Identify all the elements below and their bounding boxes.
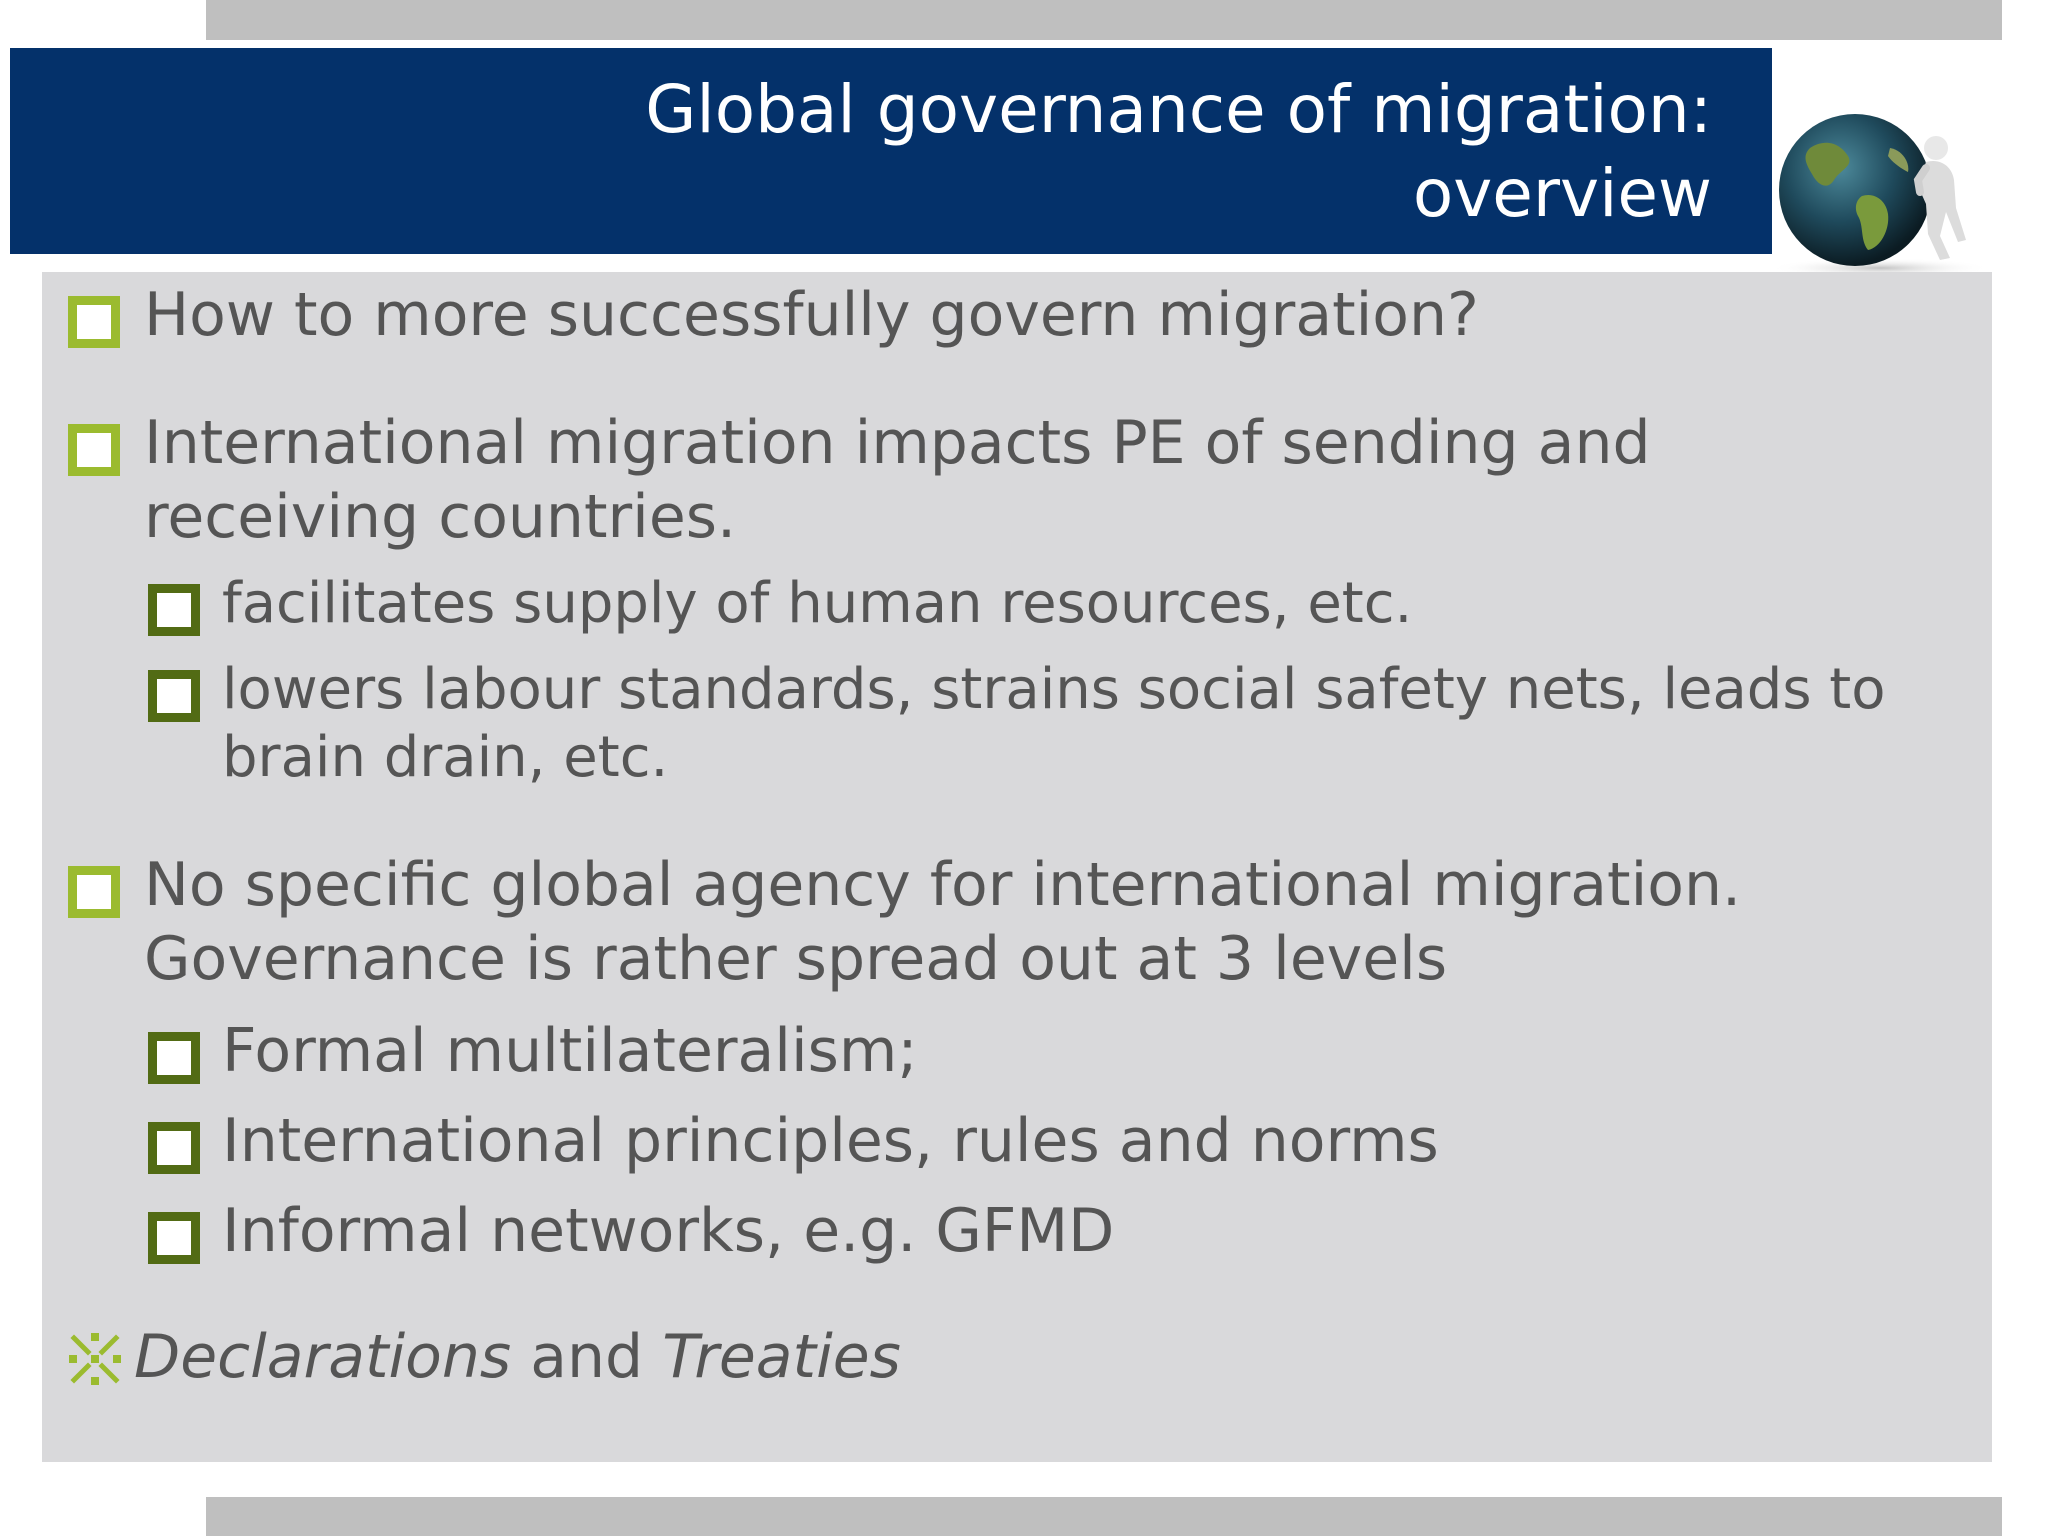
- title-band: [10, 48, 1772, 254]
- bullet-text: How to more successfully govern migration?: [144, 280, 1479, 350]
- square-bullet-icon: [68, 866, 120, 918]
- slide-title-line1: Global governance of migration:: [645, 71, 1712, 148]
- declarations-text: Declarations: [134, 1322, 512, 1392]
- sub-bullet-item: [148, 1014, 1948, 1088]
- sub-bullet-item: [148, 1194, 1948, 1268]
- sub-bullet-text-line2: brain drain, etc.: [222, 725, 669, 790]
- globe-with-figure-icon: [1770, 108, 2010, 278]
- sub-bullet-item: [148, 1104, 1948, 1178]
- bullet-item: [68, 278, 1948, 352]
- bullet-text-line2: Governance is rather spread out at 3 levels: [144, 924, 1448, 994]
- top-decorative-bar: [206, 0, 2002, 40]
- sub-bullet-item: [148, 570, 1968, 638]
- treaties-text: Treaties: [662, 1322, 901, 1392]
- square-bullet-icon: [148, 1122, 200, 1174]
- bullet-text: [134, 1320, 901, 1394]
- bottom-decorative-bar: [206, 1497, 2002, 1536]
- square-bullet-icon: [148, 1032, 200, 1084]
- asterisk-cross-icon: [66, 1330, 124, 1388]
- bullet-text-line2: receiving countries.: [144, 482, 737, 552]
- bullet-item: [68, 406, 1948, 554]
- content-area: [42, 272, 1992, 1462]
- sub-bullet-text-line1: lowers labour standards, strains social safety nets, leads to: [222, 657, 1886, 722]
- square-bullet-icon: [148, 1212, 200, 1264]
- sub-bullet-text: International principles, rules and norms: [222, 1106, 1439, 1176]
- bullet-text-line1: No specific global agency for international migration.: [144, 850, 1742, 920]
- bullet-item: [68, 848, 1958, 996]
- square-bullet-icon: [148, 670, 200, 722]
- sub-bullet-item: [148, 656, 1968, 792]
- bullet-item: [66, 1320, 1946, 1394]
- square-bullet-icon: [148, 584, 200, 636]
- slide-title: [512, 68, 1712, 236]
- square-bullet-icon: [68, 296, 120, 348]
- bullet-text-line1: International migration impacts PE of sending and: [144, 408, 1651, 478]
- and-text: and: [511, 1322, 663, 1392]
- sub-bullet-text: facilitates supply of human resources, etc.: [222, 571, 1413, 636]
- sub-bullet-text: Formal multilateralism;: [222, 1016, 918, 1086]
- square-bullet-icon: [68, 424, 120, 476]
- slide-title-line2: overview: [1412, 155, 1712, 232]
- sub-bullet-text: Informal networks, e.g. GFMD: [222, 1196, 1115, 1266]
